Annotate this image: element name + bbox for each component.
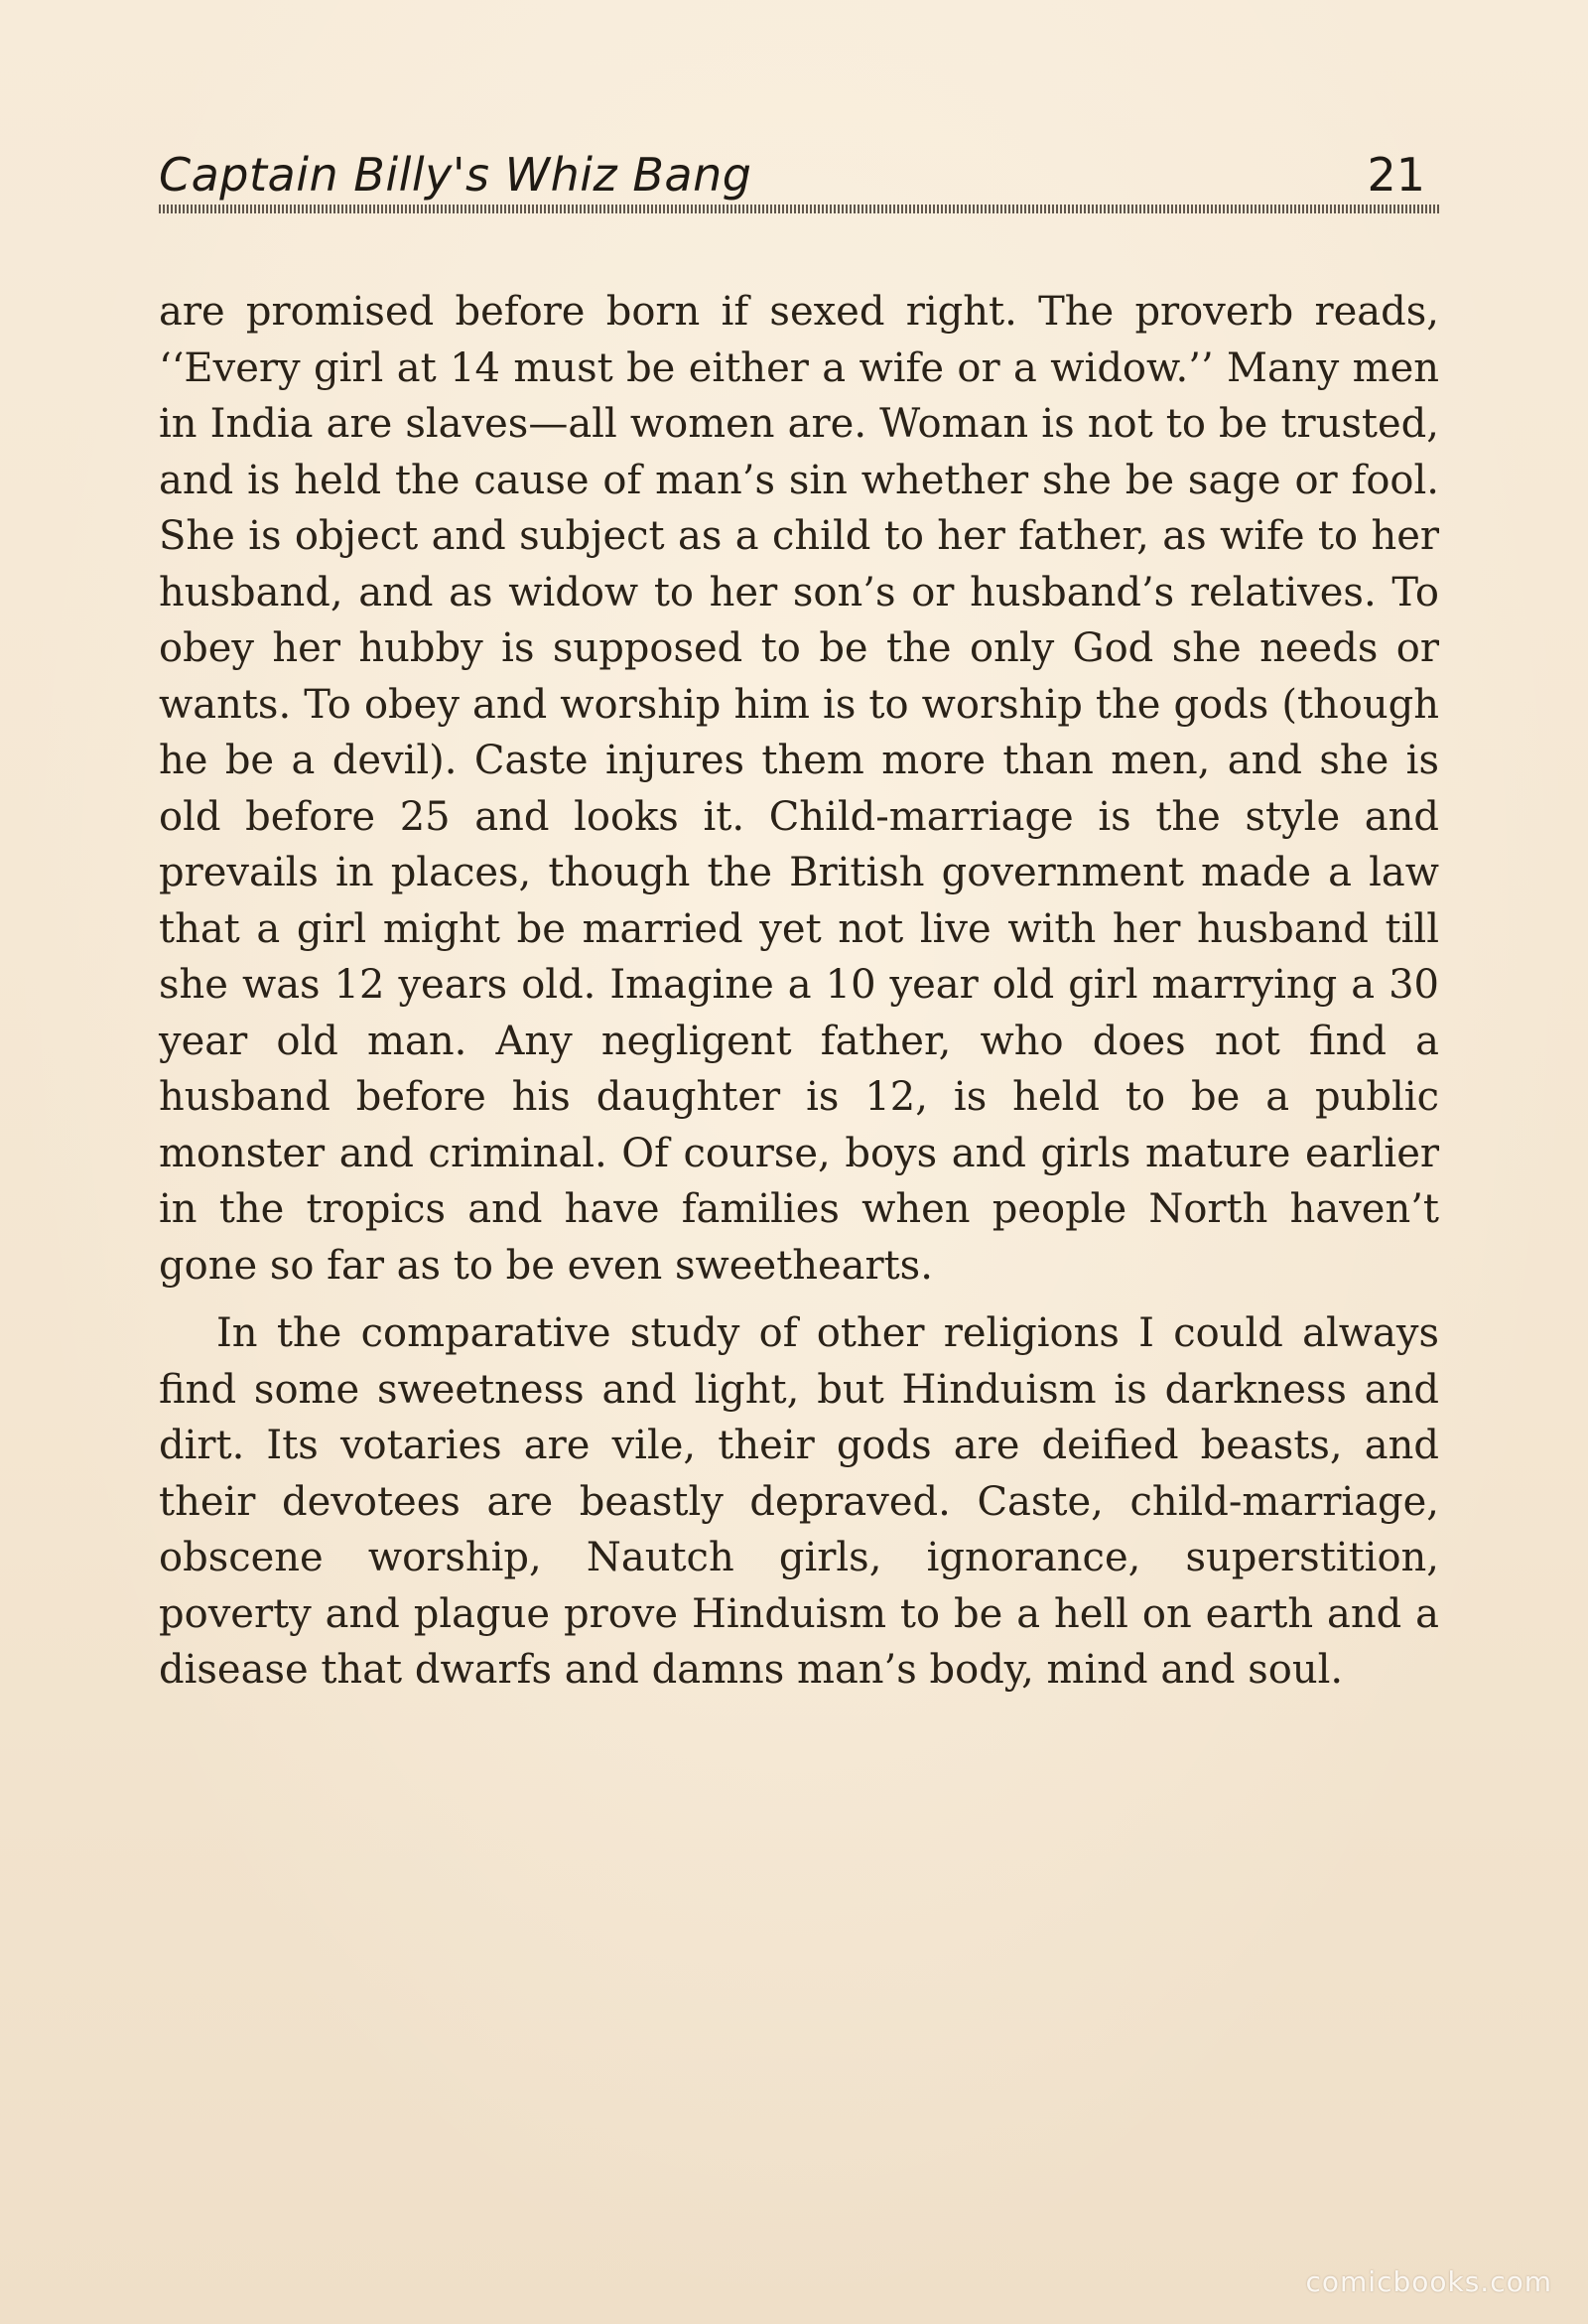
header-title: Captain Billy's Whiz Bang: [159, 148, 752, 202]
paragraph-2: In the comparative study of other religions I could always find some sweetness and light, but Hinduism is darkness and dirt. Its votaries are vile, their gods are deified beasts, and their devotees are beastly depraved. Caste, child-marriage, obscene worship, Nautch girls, ignorance, superstition, poverty and plague prove Hinduism to be a hell on earth and a disease that dwarfs and damns man’s body, mind and soul.: [159, 1310, 1439, 1693]
watermark: comicbooks.com: [1305, 2265, 1552, 2298]
page-number: 21: [1367, 148, 1425, 202]
paragraph-1: are promised before born if sexed right. The proverb reads, ‘‘Every girl at 14 must be either a wife or a widow.’’ Many men in India are slaves—all women are. Woman is not to be trusted, and is held the cause of man’s sin whether she be sage or fool. She is object and subject as a child to her father, as wife to her husband, and as widow to her son’s or husband’s relatives. To obey her hubby is supposed to be the only God she needs or wants. To obey and worship him is to worship the gods (though he be a devil). Caste injures them more than men, and she is old before 25 and looks it. Child-marriage is the style and prevails in places, though the British government made a law that a girl might be married yet not live with her husband till she was 12 years old. Imagine a 10 year old girl marrying a 30 year old man. Any negligent father, who does not find a husband before his daughter is 12, is held to be a public monster and criminal. Of course, boys and girls mature earlier in the tropics and have families when people North haven’t gone so far as to be even sweethearts.: [159, 289, 1439, 1289]
body-text: [159, 284, 1439, 1699]
header-rule: [159, 205, 1439, 213]
running-header: [159, 149, 1439, 201]
